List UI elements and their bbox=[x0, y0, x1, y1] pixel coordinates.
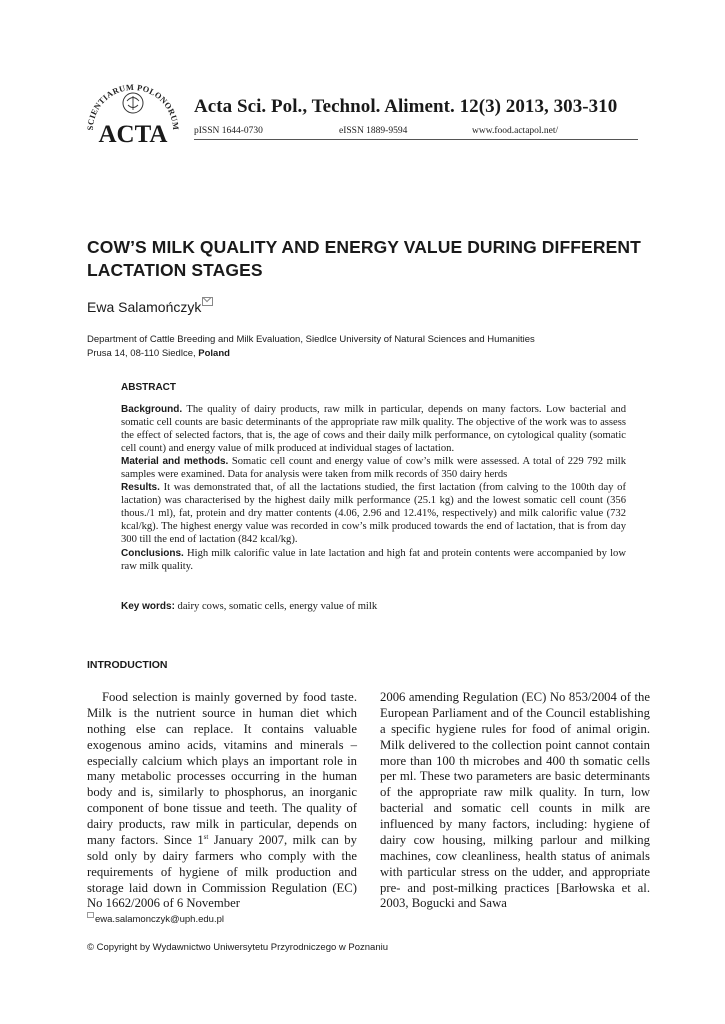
intro-right-text: 2006 amending Regulation (EC) No 853/2004 of the European Parliament and of the Council establishing a specific hygiene rules for food of animal origin. Milk delivered to the collection point cannot contain more than 100 th microbes and 400 th somatic cells per ml. These two parameters are basic determinants of the appropriate raw milk quality. In turn, low bacterial and somatic cell counts in milk are influenced by many factors, including: hygiene of dairy cow housing, milking parlour and milking machines, cow cleanliness, health status of animals with particular stress on the udder, and appropriate pre- and post-milking practices [Barłowska et al. 2003, Bogucki and Sawa bbox=[380, 690, 650, 911]
copyright: © Copyright by Wydawnictwo Uniwersytetu Przyrodniczego w Poznaniu bbox=[87, 942, 389, 953]
introduction-right-column bbox=[380, 690, 650, 912]
introduction-paragraph bbox=[87, 690, 357, 912]
journal-website-link[interactable]: www.food.actapol.net/ bbox=[472, 126, 559, 136]
acta-seal-icon bbox=[83, 74, 183, 146]
background-label: Background. bbox=[121, 404, 183, 415]
envelope-icon bbox=[202, 297, 213, 306]
intro-left-text-b: January 2007, milk can by sold only by dairy farmers who comply with the requirements of hygiene of milk production and storage laid down in Commission Regulation (EC) No 1662/2006 of 6 November bbox=[87, 832, 357, 911]
affiliation-address: Prusa 14, 08-110 Siedlce, bbox=[87, 348, 199, 359]
footnote bbox=[87, 912, 224, 925]
author bbox=[87, 297, 213, 315]
abstract-body bbox=[121, 403, 626, 573]
journal-title: Acta Sci. Pol., Technol. Aliment. 12(3) 2013, 303-310 bbox=[194, 96, 618, 117]
envelope-icon bbox=[87, 912, 94, 918]
results-label: Results. bbox=[121, 482, 160, 494]
affiliation-line-2 bbox=[87, 348, 230, 359]
affiliation-country: Poland bbox=[198, 348, 230, 359]
methods-label: Material and methods. bbox=[121, 456, 229, 468]
intro-left-text-a: Food selection is mainly governed by food taste. Milk is the nutrient source in human diet which nothing else can replace. It contains valuable exogenous amino acids, vitamins and minerals – especially calcium which plays an important role in many metabolic processes occurring in the human body and is, similarly to phosphorus, an inorganic component of bone tissue and teeth. The quality of dairy products, raw milk in particular, depends on many factors. Since 1 bbox=[87, 690, 357, 847]
eissn: eISSN 1889-9594 bbox=[339, 126, 408, 136]
acta-logo bbox=[83, 74, 183, 146]
introduction-left-column bbox=[87, 690, 357, 912]
intro-left-sup: st bbox=[203, 832, 209, 841]
article-title: COW’S MILK QUALITY AND ENERGY VALUE DURING DIFFERENT LACTATION STAGES bbox=[87, 237, 641, 280]
keywords-text: dairy cows, somatic cells, energy value of milk bbox=[174, 601, 378, 612]
header-rule bbox=[194, 139, 638, 140]
pissn: pISSN 1644-0730 bbox=[194, 126, 263, 136]
conclusions-text: High milk calorific value in late lactation and high fat and protein contents were accompanied by low raw milk quality. bbox=[121, 547, 626, 572]
affiliation-line-1: Department of Cattle Breeding and Milk Evaluation, Siedlce University of Natural Sciences and Humanities bbox=[87, 334, 535, 345]
logo-word: ACTA bbox=[98, 121, 168, 146]
keywords-label: Key words: bbox=[121, 601, 175, 612]
background-text: The quality of dairy products, raw milk in particular, depends on many factors. Low bacterial and somatic cell counts are basic determinants of the appropriate raw milk quality. The objective of the work was to assess the effect of selected factors, that is, the age of cows and their daily milk performance, on cytological quality (somatic cell count) and energy value of milk produced at individual stages of lactation. bbox=[121, 404, 626, 455]
author-name: Ewa Salamończyk bbox=[87, 299, 202, 315]
methods-text: Somatic cell count and energy value of cow’s milk were assessed. A total of 229 792 milk samples were examined. Data for analysis were taken from milk records of 350 dairy herds bbox=[121, 456, 626, 481]
abstract-heading: ABSTRACT bbox=[121, 382, 176, 393]
conclusions-label: Conclusions. bbox=[121, 547, 184, 559]
results-text: It was demonstrated that, of all the lactations studied, the first lactation (from calving to the 100th day of lactation) was characterised by the highest daily milk performance (25.1 kg) and the lowest somatic cell count (356 thous./1 ml), fat, protein and dry matter contents (4.06, 2.96 and 12.41%, respectively) and milk calorific value (732 kcal/kg). The highest energy value was recorded in cow’s milk produced towards the end of lactation, that is from day 300 till the end of lactation (842 kcal/kg). bbox=[121, 482, 626, 546]
introduction-heading: INTRODUCTION bbox=[87, 659, 168, 671]
author-email-link[interactable]: ewa.salamonczyk@uph.edu.pl bbox=[95, 914, 224, 925]
logo-arc-text: SCIENTIARUM POLONORUM bbox=[85, 82, 181, 131]
keywords bbox=[121, 601, 626, 612]
